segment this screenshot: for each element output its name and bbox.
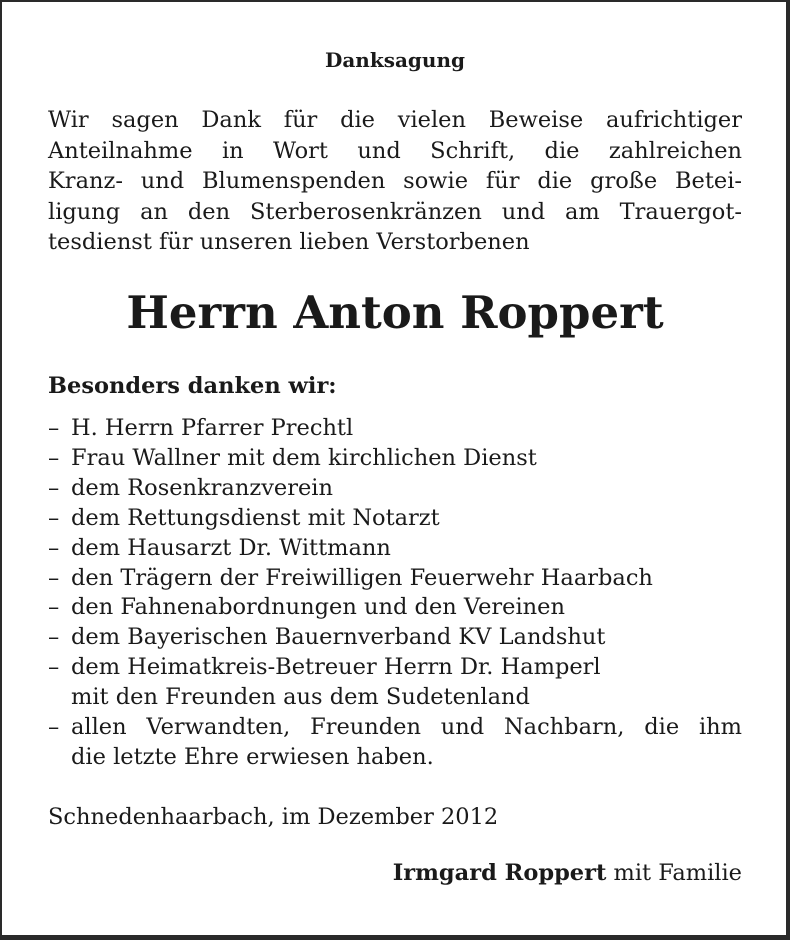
signature-suffix: mit Familie (606, 860, 742, 886)
list-dash: – (48, 564, 60, 591)
list-item-text: H. Herrn Pfarrer Prechtl (71, 415, 354, 441)
list-item (48, 534, 742, 564)
list-item (48, 653, 742, 713)
list-item-text: dem Hausarzt Dr. Wittmann (71, 534, 391, 561)
intro-line: Anteilnahme in Wort und Schrift, die zahlreichen (48, 137, 742, 164)
intro-line: Kranz- und Blumenspenden sowie für die große Betei- (48, 168, 742, 194)
list-dash: – (48, 534, 60, 561)
list-dash: – (48, 415, 60, 441)
list-item-text-continued: die letzte Ehre erwiesen haben. (71, 743, 434, 770)
list-item-text: den Trägern der Freiwilligen Feuerwehr Haarbach (71, 564, 653, 591)
list-item-text: dem Bayerischen Bauernverband KV Landshut (71, 624, 606, 651)
list-item (48, 504, 742, 534)
list-dash: – (48, 594, 60, 621)
intro-paragraph (48, 105, 742, 258)
intro-line: ligung an den Sterberosenkränzen und am Trauergot- (48, 198, 742, 225)
intro-line: Wir sagen Dank für die vielen Beweise aufrichtiger (48, 107, 742, 133)
list-dash: – (48, 624, 60, 651)
list-item-text: Frau Wallner mit dem kirchlichen Dienst (71, 444, 537, 471)
list-item (48, 414, 742, 444)
list-item-text: dem Heimatkreis-Betreuer Herrn Dr. Hamperl (71, 654, 601, 681)
notice-heading: Danksagung (325, 48, 465, 72)
list-item (48, 713, 742, 773)
list-item (48, 593, 742, 623)
list-item (48, 474, 742, 504)
intro-line: tesdienst für unseren lieben Verstorbenen (48, 229, 530, 255)
list-item-text: dem Rettungsdienst mit Notarzt (71, 504, 440, 531)
list-item-text-continued: mit den Freunden aus dem Sudetenland (71, 684, 530, 711)
deceased-name: Herrn Anton Roppert (126, 286, 664, 339)
list-dash: – (48, 444, 60, 471)
list-item-text: dem Rosenkranzverein (71, 474, 333, 501)
list-item-text: den Fahnenabordnungen und den Vereinen (71, 594, 565, 621)
list-item (48, 623, 742, 653)
list-dash: – (48, 474, 60, 501)
list-dash: – (48, 654, 60, 681)
list-dash: – (48, 714, 60, 741)
list-dash: – (48, 504, 60, 531)
thanks-heading: Besonders danken wir: (48, 373, 337, 399)
list-item (48, 564, 742, 594)
place-and-date: Schnedenhaarbach, im Dezember 2012 (48, 804, 499, 830)
list-item-text: allen Verwandten, Freunden und Nachbarn, die ihm (71, 714, 742, 741)
signature (393, 858, 742, 888)
list-item (48, 444, 742, 474)
signature-name: Irmgard Roppert (392, 860, 607, 886)
thanks-list (48, 414, 742, 773)
